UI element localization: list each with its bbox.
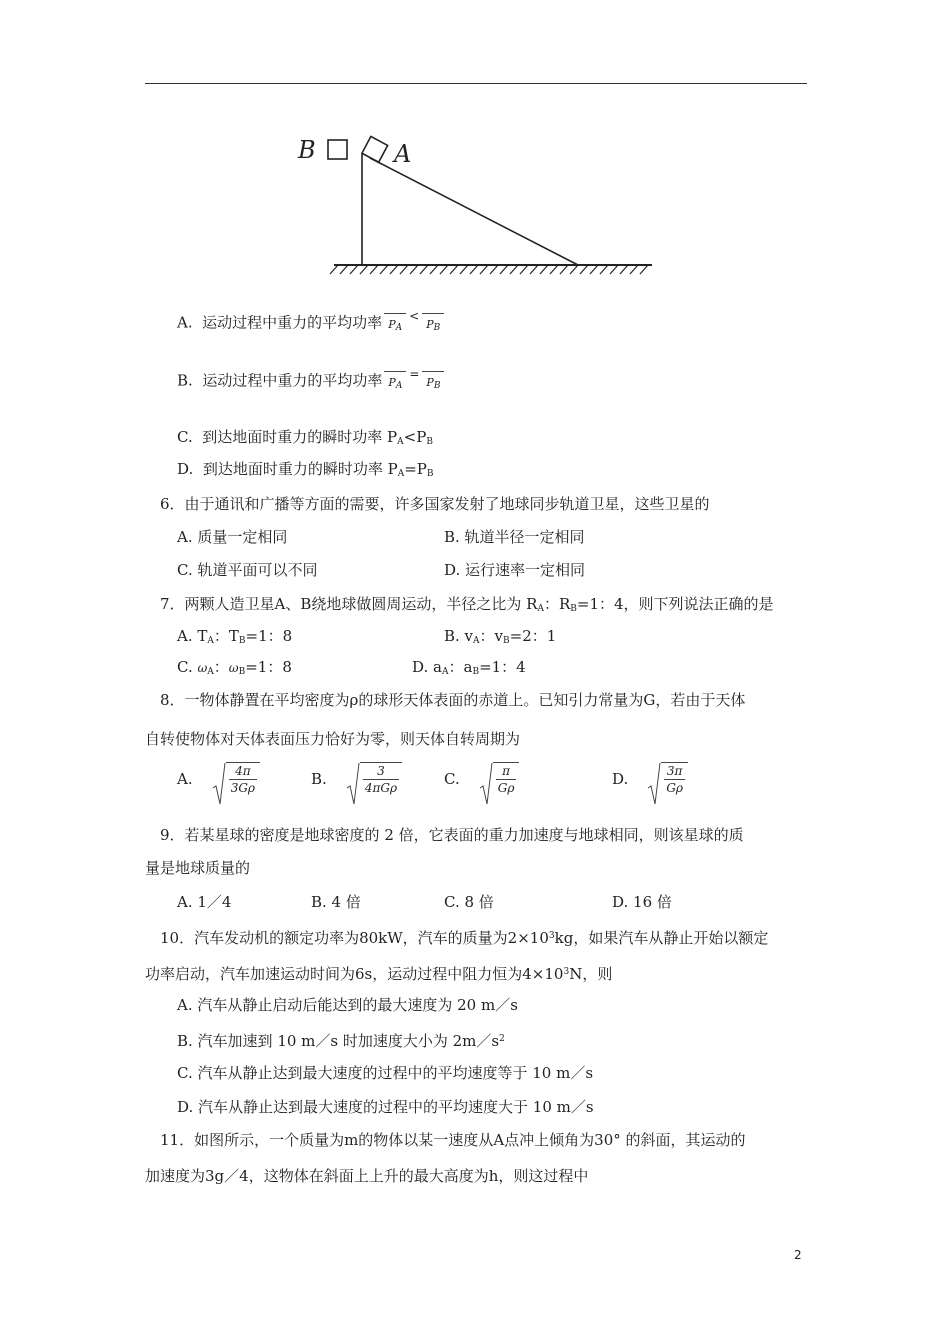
- q10-stem-2: 功率启动，汽车加速运动时间为6s，运动过程中阻力恒为$4\times 10^3N$，则: [145, 965, 613, 983]
- hatch-mark: [530, 265, 538, 274]
- hatch-mark: [450, 265, 458, 274]
- hatch-mark: [620, 265, 628, 274]
- hatch-mark: [560, 265, 568, 274]
- incline-slope: [370, 158, 578, 265]
- q9-stem-2: 量是地球质量的: [145, 859, 251, 877]
- hatch-mark: [350, 265, 358, 274]
- hatch-mark: [440, 265, 448, 274]
- q7-option-b: B. $v_A$：$v_B=2$：1: [444, 627, 557, 646]
- q8-stem-1: 8．一物体静置在平均密度为ρ的球形天体表面的赤道上。已知引力常量为G，若由于天体: [160, 691, 746, 709]
- hatch-mark: [640, 265, 648, 274]
- sqrt-c: $\frac{\pi}{G\rho}$: [479, 762, 520, 796]
- hatch-mark: [460, 265, 468, 274]
- q7-option-c: C. $\omega_A$：$\omega_B=1$：8: [177, 658, 292, 677]
- q5-option-c: C. 到达地面时重力的瞬时功率 $P_A<P_B$: [177, 428, 433, 447]
- q5-option-a: A. 运动过程中重力的平均功率 $P_A$ < $P_B$: [177, 309, 446, 338]
- hatch-mark: [370, 265, 378, 274]
- sqrt-b: 3 4πGρ: [346, 762, 402, 796]
- q6-option-a: A. 质量一定相同: [177, 528, 288, 546]
- q8-option-c: C. $\frac{\pi}{G\rho}$: [444, 762, 519, 796]
- hatch-mark: [520, 265, 528, 274]
- hatch-mark: [490, 265, 498, 274]
- hatch-mark: [360, 265, 368, 274]
- hatch-mark: [600, 265, 608, 274]
- hatch-mark: [380, 265, 388, 274]
- hatch-mark: [400, 265, 408, 274]
- q9-option-a: A. 1／4: [177, 893, 232, 911]
- q8-option-a: A. $\frac{4\pi}{3G\rho}$: [177, 762, 260, 796]
- hatch-mark: [410, 265, 418, 274]
- hatch-mark: [390, 265, 398, 274]
- q10-option-d: D. 汽车从静止达到最大速度的过程中的平均速度大于 10 m／s: [177, 1098, 594, 1116]
- q11-stem-2: 加速度为3g／4，这物体在斜面上上升的最大高度为h，则这过程中: [145, 1167, 589, 1185]
- label-a: A: [394, 140, 412, 168]
- hatch-mark: [570, 265, 578, 274]
- hatch-mark: [420, 265, 428, 274]
- q10-option-b: B. 汽车加速到 10 m／s 时加速度大小为 $2m/s^2$: [177, 1032, 505, 1050]
- hatch-mark: [470, 265, 478, 274]
- hatch-mark: [550, 265, 558, 274]
- q10-stem-1: 10．汽车发动机的额定功率为80kW，汽车的质量为$2\times 10^3kg$，如果汽车从静止开始以额定: [160, 929, 769, 947]
- q10-option-c: C. 汽车从静止达到最大速度的过程中的平均速度等于 10 m／s: [177, 1064, 594, 1082]
- q7-stem: 7．两颗人造卫星A、B绕地球做圆周运动，半径之比为 $R_A$：$R_B=1$：4，则下列说法正确的是: [160, 595, 774, 614]
- hatch-mark: [630, 265, 638, 274]
- block-b: [328, 140, 347, 159]
- sqrt-d: $\frac{3\pi}{G\rho}$: [647, 762, 688, 796]
- ground-hatch: [330, 265, 648, 274]
- label-b: B: [298, 136, 316, 164]
- q8-option-d: D. $\frac{3\pi}{G\rho}$: [612, 762, 688, 796]
- hatch-mark: [510, 265, 518, 274]
- pbar-a: $P_A$: [384, 309, 406, 338]
- q6-option-d: D. 运行速率一定相同: [444, 561, 586, 579]
- hatch-mark: [480, 265, 488, 274]
- incline-figure: [290, 128, 660, 278]
- q5-option-b: B. 运动过程中重力的平均功率 $P_A$ = $P_B$: [177, 367, 446, 396]
- q7-option-d: D. $a_A$：$a_B=1$：4: [412, 658, 526, 677]
- q11-stem-1: 11．如图所示，一个质量为m的物体以某一速度从A点冲上倾角为30° 的斜面，其运动的: [160, 1131, 746, 1149]
- hatch-mark: [340, 265, 348, 274]
- header-rule: [145, 83, 807, 84]
- q7-option-a: A. $T_A$：$T_B=1$：8: [177, 627, 293, 646]
- q9-option-c: C. 8 倍: [444, 893, 494, 911]
- q8-stem-2: 自转使物体对天体表面压力恰好为零，则天体自转周期为: [145, 730, 521, 748]
- q8-option-b: B. 3 4πGρ: [311, 762, 402, 796]
- q9-option-b: B. 4 倍: [311, 893, 361, 911]
- q10-option-a: A. 汽车从静止启动后能达到的最大速度为 20 m／s: [177, 996, 518, 1014]
- hatch-mark: [430, 265, 438, 274]
- q6-stem: 6．由于通讯和广播等方面的需要，许多国家发射了地球同步轨道卫星，这些卫星的: [160, 495, 710, 513]
- hatch-mark: [610, 265, 618, 274]
- q6-option-b: B. 轨道半径一定相同: [444, 528, 585, 546]
- hatch-mark: [540, 265, 548, 274]
- q9-stem-1: 9．若某星球的密度是地球密度的 2 倍，它表面的重力加速度与地球相同，则该星球的质: [160, 826, 744, 844]
- q6-option-c: C. 轨道平面可以不同: [177, 561, 318, 579]
- hatch-mark: [590, 265, 598, 274]
- page-number: 2: [794, 1248, 802, 1262]
- q5-option-d: D. 到达地面时重力的瞬时功率 $P_A=P_B$: [177, 460, 434, 479]
- q9-option-d: D. 16 倍: [612, 893, 672, 911]
- pbar-b: $P_B$: [422, 309, 444, 338]
- block-a: [362, 136, 388, 162]
- hatch-mark: [330, 265, 338, 274]
- hatch-mark: [580, 265, 588, 274]
- sqrt-a: $\frac{4\pi}{3G\rho}$: [212, 762, 260, 796]
- hatch-mark: [500, 265, 508, 274]
